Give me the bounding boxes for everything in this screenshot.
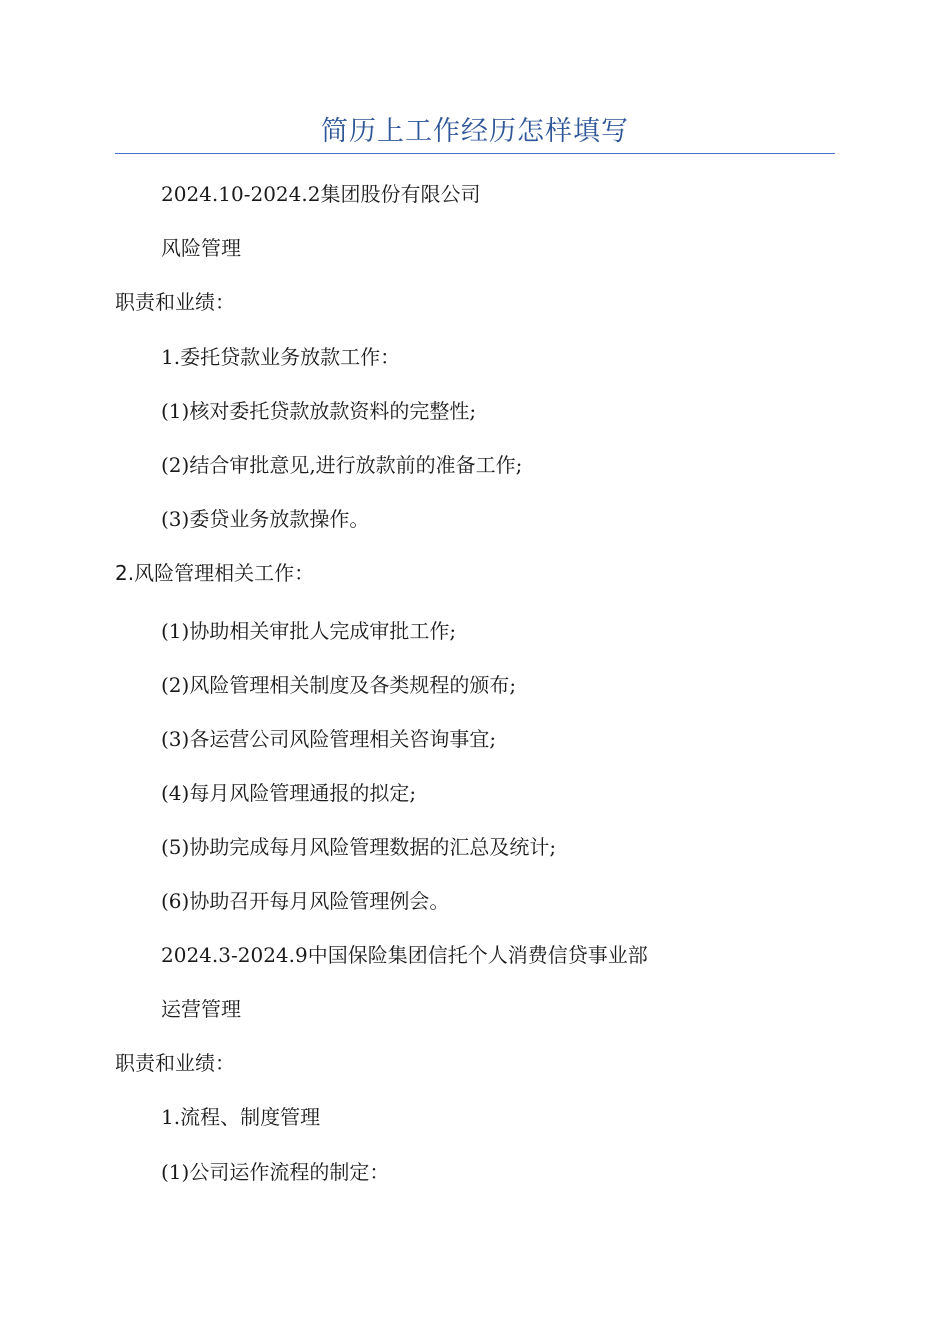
duty-subitem-2-4: (4)每月风险管理通报的拟定; xyxy=(161,781,417,805)
duty-subitem-2-6: (6)协助召开每月风险管理例会。 xyxy=(161,889,450,913)
duty-item-2 xyxy=(115,558,314,588)
duty-subitem-3-1: (1)公司运作流程的制定： xyxy=(161,1160,390,1184)
duty-item-2-1: 1.流程、制度管理 xyxy=(161,1105,321,1129)
duty-item-1: 1.委托贷款业务放款工作： xyxy=(161,345,401,369)
job-position-1: 风险管理 xyxy=(161,236,241,260)
duty-subitem-1-3: (3)委贷业务放款操作。 xyxy=(161,507,370,531)
duties-heading-1: 职责和业绩： xyxy=(115,290,235,314)
duty-subitem-2-5: (5)协助完成每月风险管理数据的汇总及统计; xyxy=(161,835,557,859)
duties-heading-2: 职责和业绩： xyxy=(115,1051,235,1075)
duty-subitem-2-2: (2)风险管理相关制度及各类规程的颁布; xyxy=(161,673,517,697)
duty-subitem-2-1: (1)协助相关审批人完成审批工作; xyxy=(161,619,457,643)
duty-item-2-label: 风险管理相关工作： xyxy=(134,561,315,585)
title-underline xyxy=(115,153,835,154)
duty-subitem-1-1: (1)核对委托贷款放款资料的完整性; xyxy=(161,399,477,423)
page-title: 简历上工作经历怎样填写 xyxy=(321,116,629,147)
duty-subitem-1-2: (2)结合审批意见,进行放款前的准备工作; xyxy=(161,453,523,477)
job-position-2: 运营管理 xyxy=(161,997,241,1021)
duty-subitem-2-3: (3)各运营公司风险管理相关咨询事宜; xyxy=(161,727,497,751)
job-period-2: 2024.3-2024.9中国保险集团信托个人消费信贷事业部 xyxy=(161,943,648,967)
duty-item-2-number: 2. xyxy=(115,561,135,585)
job-period-1: 2024.10-2024.2集团股份有限公司 xyxy=(161,182,481,206)
